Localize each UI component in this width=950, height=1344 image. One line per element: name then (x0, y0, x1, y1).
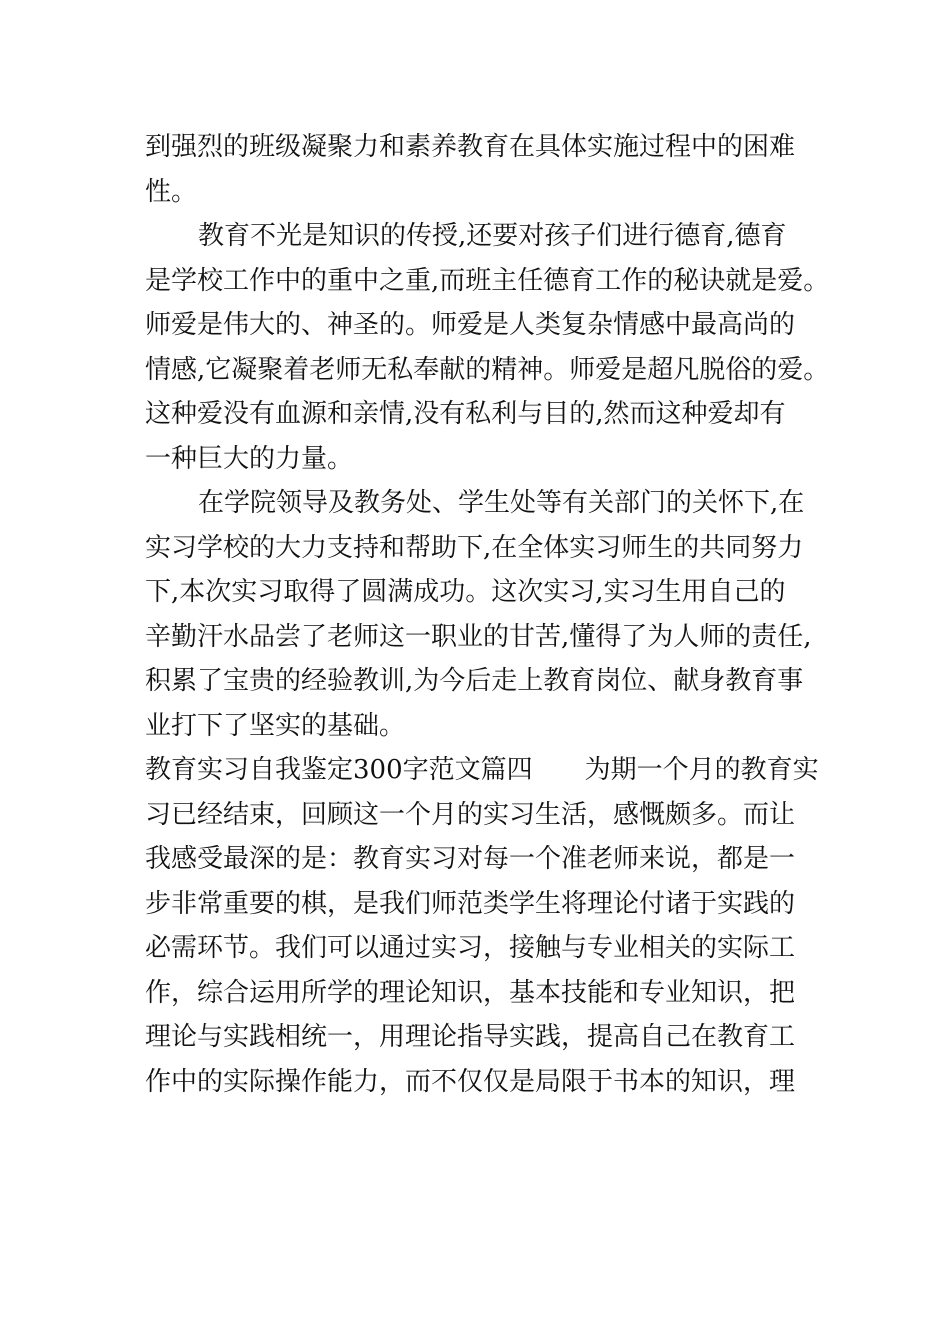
paragraph-moral-education (145, 214, 830, 481)
text-line: 作中的实际操作能力，而不仅仅是局限于书本的知识，理 (145, 1066, 796, 1097)
text-line: 师爱是伟大的、神圣的。师爱是人类复杂情感中最高尚的 (145, 310, 796, 340)
text-line: 是学校工作中的重中之重,而班主任德育工作的秘诀就是爱。 (145, 265, 830, 296)
text-line: 业打下了坚实的基础。 (145, 710, 406, 741)
paragraph-section-four (145, 748, 819, 1104)
text-line: 作，综合运用所学的理论知识，基本技能和专业知识，把 (145, 977, 796, 1008)
text-line: 实习学校的大力支持和帮助下,在全体实习师生的共同努力 (145, 532, 804, 563)
text-line: 积累了宝贵的经验教训,为今后走上教育岗位、献身教育事 (145, 666, 804, 696)
text-fragment: 为期一个月的教育实 (584, 755, 819, 785)
text-line: 一种巨大的力量。 (145, 443, 354, 474)
text-line: 性。 (145, 176, 198, 207)
paragraph-continuation (145, 125, 810, 214)
text-line: 情感,它凝聚着老师无私奉献的精神。师爱是超凡脱俗的爱。 (145, 354, 830, 385)
text-line: 步非常重要的棋，是我们师范类学生将理论付诸于实践的 (145, 888, 796, 919)
text-line: 理论与实践相统一，用理论指导实践，提高自己在教育工 (145, 1022, 796, 1052)
paragraph-internship-success (145, 481, 810, 748)
text-line: 教育不光是知识的传授,还要对孩子们进行德育,德育 (198, 221, 787, 251)
section-heading-line (145, 748, 819, 793)
text-line: 在学院领导及教务处、学生处等有关部门的关怀下,在 (198, 488, 805, 518)
text-line: 这种爱没有血源和亲情,没有私利与目的,然而这种爱却有 (145, 399, 786, 429)
document-page (145, 125, 830, 1104)
text-line: 必需环节。我们可以通过实习，接触与专业相关的实际工 (145, 933, 796, 963)
section-title: 教育实习自我鉴定300字范文篇四 (145, 755, 533, 785)
text-line: 习已经结束，回顾这一个月的实习生活，感慨颇多。而让 (145, 799, 796, 830)
text-line: 辛勤汗水品尝了老师这一职业的甘苦,懂得了为人师的责任, (145, 621, 812, 652)
text-line: 下,本次实习取得了圆满成功。这次实习,实习生用自己的 (145, 577, 786, 607)
text-line: 我感受最深的是：教育实习对每一个准老师来说，都是一 (145, 844, 796, 874)
text-line: 到强烈的班级凝聚力和素养教育在具体实施过程中的困难 (145, 132, 796, 162)
